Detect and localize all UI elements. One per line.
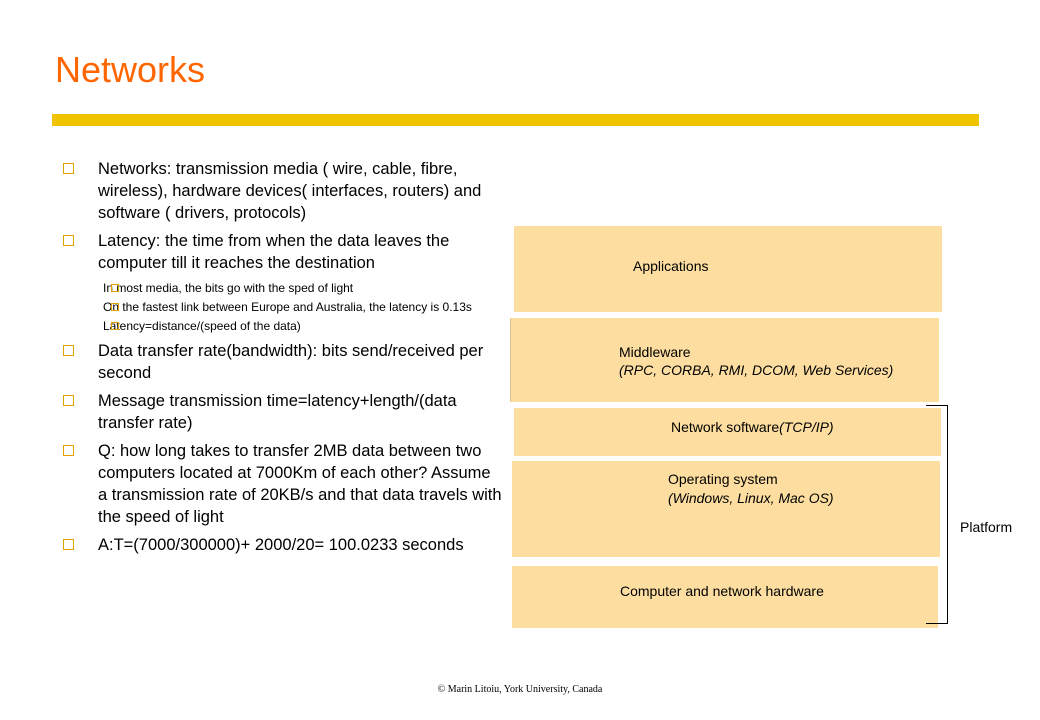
footer-copyright: © Marin Litoiu, York University, Canada <box>437 684 603 695</box>
bullet-item <box>62 230 502 334</box>
sub-bullet-text: In most media, the bits go with the sped of light <box>103 281 354 295</box>
network-software-text: Network software <box>671 419 780 435</box>
sub-bullet-square-icon <box>111 303 119 311</box>
bullet-item <box>62 440 502 528</box>
layer-hardware-label: Computer and network hardware <box>620 583 824 599</box>
layer-network-software-label <box>671 418 834 436</box>
platform-label: Platform <box>960 519 1013 535</box>
sub-bullet-text: Latency=distance/(speed of the data) <box>103 319 301 333</box>
bullet-text: Q: how long takes to transfer 2MB data between two computers located at 7000Km of each other? Assume a transmission rate of 20KB/s and that data travels with the speed of light <box>98 442 502 526</box>
bullet-item <box>62 340 502 384</box>
bullet-square-icon <box>63 539 74 550</box>
slide-title: Networks <box>55 49 206 90</box>
bullet-square-icon <box>63 395 74 406</box>
layer-middleware-title: Middleware <box>619 344 691 360</box>
bullet-square-icon <box>63 445 74 456</box>
layer-os-detail: (Windows, Linux, Mac OS) <box>668 490 834 506</box>
sub-bullet-square-icon <box>111 284 119 292</box>
bullet-square-icon <box>63 163 74 174</box>
layer-middleware-detail: (RPC, CORBA, RMI, DCOM, Web Services) <box>619 362 894 378</box>
bullet-square-icon <box>63 235 74 246</box>
network-software-protocol: (TCP/IP) <box>779 419 834 435</box>
layer-operating-system <box>512 461 940 557</box>
bullet-list <box>62 158 502 562</box>
layer-os-title: Operating system <box>668 471 778 487</box>
sub-bullet-item <box>98 280 502 296</box>
sub-bullet-item <box>98 299 502 315</box>
bullet-square-icon <box>63 345 74 356</box>
sub-bullet-item <box>98 318 502 334</box>
sub-bullet-text: On the fastest link between Europe and Australia, the latency is 0.13s <box>103 300 472 314</box>
bullet-item <box>62 158 502 224</box>
sub-bullet-square-icon <box>111 322 119 330</box>
bullet-text: A:T=(7000/300000)+ 2000/20= 100.0233 seconds <box>98 536 464 554</box>
bullet-text: Latency: the time from when the data leaves the computer till it reaches the destination <box>98 232 450 272</box>
title-underline-bar <box>52 114 979 126</box>
bullet-text: Networks: transmission media ( wire, cable, fibre, wireless), hardware devices( interfaces, routers) and software ( drivers, protocols) <box>98 160 482 222</box>
layer-applications-label: Applications <box>633 258 709 274</box>
layer-hardware <box>512 566 938 628</box>
layer-network-software <box>514 408 941 456</box>
bullet-item <box>62 390 502 434</box>
layer-middleware <box>510 318 939 402</box>
layer-applications <box>514 226 942 312</box>
platform-bracket <box>926 405 948 624</box>
bullet-text: Message transmission time=latency+length/(data transfer rate) <box>98 392 457 432</box>
bullet-text: Data transfer rate(bandwidth): bits send/received per second <box>98 342 484 382</box>
bullet-item <box>62 534 502 556</box>
